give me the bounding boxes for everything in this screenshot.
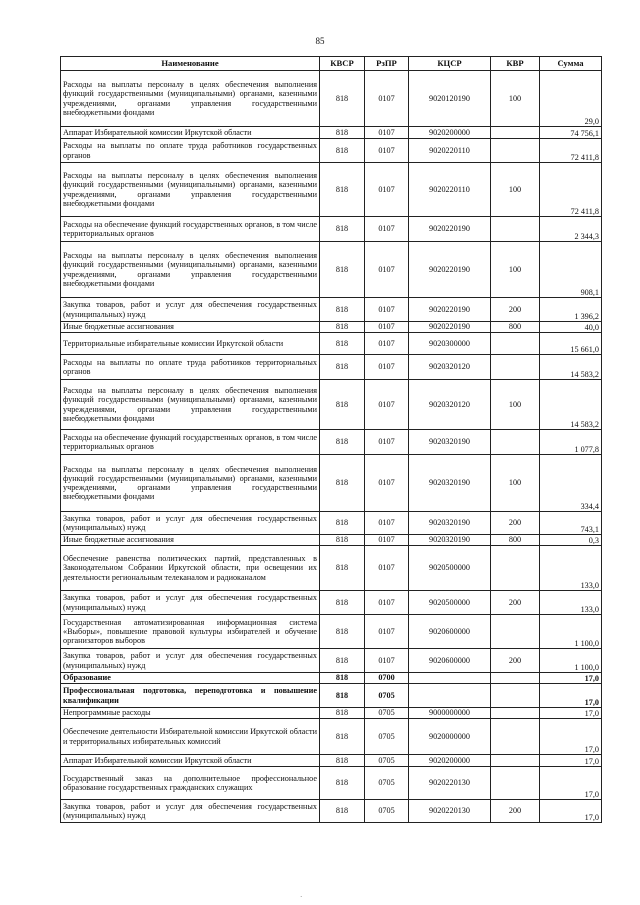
table-row	[61, 430, 602, 455]
cell-name: Образование	[61, 673, 320, 684]
cell-sum: 74 756,1	[540, 127, 602, 139]
cell-rpr: 0705	[365, 708, 409, 719]
table-row	[61, 217, 602, 242]
cell-sum: 72 411,8	[540, 163, 602, 217]
cell-rpr: 0107	[365, 217, 409, 242]
cell-name: Расходы на выплаты по оплате труда работников территориальных органов	[61, 355, 320, 380]
cell-name: Обеспечение равенства политических партий, представленных в Законодательном Собрании Иркутской области, при освещении их деятельности региональным телеканалом и радиоканалом	[61, 546, 320, 591]
table-row	[61, 455, 602, 512]
header-kcsr: КЦСР	[409, 57, 491, 71]
cell-name: Иные бюджетные ассигнования	[61, 322, 320, 333]
cell-kcsr: 9020320190	[409, 430, 491, 455]
cell-rpr: 0107	[365, 546, 409, 591]
cell-name: Расходы на выплаты персоналу в целях обеспечения выполнения функций государственными (муниципальными) органами, казенными учреждениями, органами управления государственными внебюджетными фондами	[61, 455, 320, 512]
cell-kvsr: 818	[320, 71, 365, 127]
cell-kvsr: 818	[320, 512, 365, 535]
table-row	[61, 298, 602, 322]
cell-name: Обеспечение деятельности Избирательной комиссии Иркутской области и территориальных избирательных комиссий	[61, 719, 320, 755]
cell-kvr	[491, 333, 540, 355]
table-row	[61, 767, 602, 800]
table-row	[61, 355, 602, 380]
cell-kvsr: 818	[320, 242, 365, 298]
cell-kcsr: 9020220190	[409, 298, 491, 322]
cell-kvr	[491, 546, 540, 591]
cell-kvr	[491, 127, 540, 139]
table-row	[61, 139, 602, 163]
cell-sum: 14 583,2	[540, 355, 602, 380]
cell-kvr	[491, 355, 540, 380]
cell-rpr: 0107	[365, 455, 409, 512]
cell-name: Расходы на выплаты персоналу в целях обеспечения выполнения функций государственными (муниципальными) органами, казенными учреждениями, органами управления государственными внебюджетными фондами	[61, 380, 320, 430]
cell-kcsr: 9020600000	[409, 649, 491, 673]
table-row	[61, 380, 602, 430]
table-row	[61, 719, 602, 755]
cell-sum: 14 583,2	[540, 380, 602, 430]
cell-kvr	[491, 708, 540, 719]
table-row	[61, 163, 602, 217]
page-number: 85	[315, 36, 325, 46]
cell-kvr	[491, 217, 540, 242]
table-row	[61, 242, 602, 298]
cell-rpr: 0107	[365, 298, 409, 322]
cell-kvr: 100	[491, 71, 540, 127]
cell-kvsr: 818	[320, 719, 365, 755]
cell-rpr: 0705	[365, 755, 409, 767]
header-kvr: КВР	[491, 57, 540, 71]
cell-kvr	[491, 684, 540, 708]
cell-name: Территориальные избирательные комиссии Иркутской области	[61, 333, 320, 355]
cell-kcsr: 9020320190	[409, 455, 491, 512]
cell-kvsr: 818	[320, 139, 365, 163]
cell-kcsr: 9020220110	[409, 163, 491, 217]
cell-rpr: 0705	[365, 719, 409, 755]
cell-name: Аппарат Избирательной комиссии Иркутской области	[61, 127, 320, 139]
cell-rpr: 0107	[365, 512, 409, 535]
cell-kvr: 100	[491, 455, 540, 512]
cell-kvsr: 818	[320, 800, 365, 823]
cell-kcsr	[409, 684, 491, 708]
cell-kvr: 100	[491, 380, 540, 430]
cell-kvsr: 818	[320, 767, 365, 800]
header-sum: Сумма	[540, 57, 602, 71]
header-kvsr: КВСР	[320, 57, 365, 71]
cell-kvr: 800	[491, 535, 540, 546]
cell-rpr: 0107	[365, 380, 409, 430]
cell-kvr	[491, 719, 540, 755]
cell-name: Закупка товаров, работ и услуг для обеспечения государственных (муниципальных) нужд	[61, 512, 320, 535]
cell-sum: 15 661,0	[540, 333, 602, 355]
cell-kvsr: 818	[320, 455, 365, 512]
budget-table	[60, 56, 602, 823]
cell-kvr	[491, 430, 540, 455]
cell-sum: 2 344,3	[540, 217, 602, 242]
cell-name: Расходы на выплаты персоналу в целях обеспечения выполнения функций государственными (муниципальными) органами, казенными учреждениями, органами управления государственными внебюджетными фондами	[61, 163, 320, 217]
table-row	[61, 800, 602, 823]
cell-name: Расходы на выплаты персоналу в целях обеспечения выполнения функций государственными (муниципальными) органами, казенными учреждениями, органами управления государственными внебюджетными фондами	[61, 242, 320, 298]
cell-kvsr: 818	[320, 755, 365, 767]
cell-name: Закупка товаров, работ и услуг для обеспечения государственных (муниципальных) нужд	[61, 649, 320, 673]
cell-name: Профессиональная подготовка, переподготовка и повышение квалификации	[61, 684, 320, 708]
cell-name: Расходы на обеспечение функций государственных органов, в том числе территориальных органов	[61, 217, 320, 242]
cell-kcsr: 9020220190	[409, 217, 491, 242]
cell-kcsr: 9020300000	[409, 333, 491, 355]
cell-kvsr: 818	[320, 333, 365, 355]
cell-sum: 1 100,0	[540, 615, 602, 649]
cell-sum: 17,0	[540, 767, 602, 800]
cell-kvr: 200	[491, 298, 540, 322]
cell-kvr: 200	[491, 591, 540, 615]
cell-sum: 0,3	[540, 535, 602, 546]
cell-sum: 1 077,8	[540, 430, 602, 455]
cell-kcsr: 9020600000	[409, 615, 491, 649]
cell-kvr	[491, 755, 540, 767]
table-row	[61, 546, 602, 591]
cell-kcsr: 9020320190	[409, 535, 491, 546]
cell-kvr: 800	[491, 322, 540, 333]
cell-kcsr: 9020220130	[409, 767, 491, 800]
cell-rpr: 0107	[365, 355, 409, 380]
cell-rpr: 0705	[365, 800, 409, 823]
cell-rpr: 0107	[365, 322, 409, 333]
cell-rpr: 0107	[365, 649, 409, 673]
cell-name: Расходы на выплаты по оплате труда работников государственных органов	[61, 139, 320, 163]
cell-kcsr: 9020220190	[409, 242, 491, 298]
table-row	[61, 322, 602, 333]
cell-sum: 17,0	[540, 800, 602, 823]
cell-sum: 17,0	[540, 755, 602, 767]
cell-kvr: 200	[491, 800, 540, 823]
cell-sum: 40,0	[540, 322, 602, 333]
table-row	[61, 71, 602, 127]
cell-kvsr: 818	[320, 430, 365, 455]
cell-name: Закупка товаров, работ и услуг для обеспечения государственных (муниципальных) нужд	[61, 298, 320, 322]
cell-kcsr: 9020200000	[409, 127, 491, 139]
cell-kvsr: 818	[320, 163, 365, 217]
cell-kvr: 200	[491, 512, 540, 535]
cell-rpr: 0107	[365, 535, 409, 546]
cell-kcsr: 9000000000	[409, 708, 491, 719]
table-row	[61, 649, 602, 673]
header-rpr: РзПР	[365, 57, 409, 71]
cell-sum: 133,0	[540, 591, 602, 615]
cell-kcsr: 9020320120	[409, 355, 491, 380]
cell-kvsr: 818	[320, 355, 365, 380]
cell-sum: 334,4	[540, 455, 602, 512]
cell-name: Аппарат Избирательной комиссии Иркутской области	[61, 755, 320, 767]
cell-kvr: 100	[491, 242, 540, 298]
table-row	[61, 615, 602, 649]
cell-kcsr: 9020220110	[409, 139, 491, 163]
cell-kvsr: 818	[320, 535, 365, 546]
cell-kvr: 200	[491, 649, 540, 673]
table-row	[61, 673, 602, 684]
table-header-row	[61, 57, 602, 71]
cell-rpr: 0107	[365, 591, 409, 615]
cell-rpr: 0705	[365, 767, 409, 800]
cell-kcsr: 9020000000	[409, 719, 491, 755]
cell-kvsr: 818	[320, 615, 365, 649]
cell-sum: 1 100,0	[540, 649, 602, 673]
cell-kvr	[491, 673, 540, 684]
table-row	[61, 535, 602, 546]
cell-name: Государственная автоматизированная информационная система «Выборы», повышение правовой культуры избирателей и обучение организаторов выборов	[61, 615, 320, 649]
cell-rpr: 0107	[365, 127, 409, 139]
cell-kvr	[491, 767, 540, 800]
table-row	[61, 591, 602, 615]
cell-rpr: 0107	[365, 71, 409, 127]
cell-name: Государственный заказ на дополнительное профессиональное образование государственных гражданских служащих	[61, 767, 320, 800]
cell-sum: 17,0	[540, 708, 602, 719]
cell-kcsr: 9020320190	[409, 512, 491, 535]
cell-sum: 17,0	[540, 684, 602, 708]
cell-sum: 17,0	[540, 673, 602, 684]
cell-rpr: 0107	[365, 139, 409, 163]
table-body	[61, 71, 602, 823]
cell-name: Расходы на обеспечение функций государственных органов, в том числе территориальных органов	[61, 430, 320, 455]
table-row	[61, 708, 602, 719]
header-name: Наименование	[61, 57, 320, 71]
cell-kcsr: 9020500000	[409, 546, 491, 591]
cell-rpr: 0107	[365, 333, 409, 355]
table-row	[61, 333, 602, 355]
table-row	[61, 512, 602, 535]
cell-kcsr: 9020320120	[409, 380, 491, 430]
cell-sum: 29,0	[540, 71, 602, 127]
table-row	[61, 127, 602, 139]
cell-kvsr: 818	[320, 591, 365, 615]
cell-kvsr: 818	[320, 684, 365, 708]
cell-sum: 133,0	[540, 546, 602, 591]
cell-kvsr: 818	[320, 127, 365, 139]
cell-sum: 908,1	[540, 242, 602, 298]
cell-sum: 72 411,8	[540, 139, 602, 163]
cell-name: Иные бюджетные ассигнования	[61, 535, 320, 546]
cell-kcsr: 9020120190	[409, 71, 491, 127]
cell-rpr: 0107	[365, 430, 409, 455]
cell-kvsr: 818	[320, 298, 365, 322]
cell-rpr: 0107	[365, 242, 409, 298]
cell-kvsr: 818	[320, 322, 365, 333]
cell-kvsr: 818	[320, 673, 365, 684]
cell-name: Закупка товаров, работ и услуг для обеспечения государственных (муниципальных) нужд	[61, 591, 320, 615]
cell-rpr: 0107	[365, 615, 409, 649]
table-row	[61, 684, 602, 708]
cell-name: Закупка товаров, работ и услуг для обеспечения государственных (муниципальных) нужд	[61, 800, 320, 823]
cell-kcsr: 9020220130	[409, 800, 491, 823]
cell-kvr	[491, 615, 540, 649]
cell-sum: 743,1	[540, 512, 602, 535]
cell-sum: 17,0	[540, 719, 602, 755]
cell-kvr: 100	[491, 163, 540, 217]
cell-name: Непрограммные расходы	[61, 708, 320, 719]
cell-kvsr: 818	[320, 708, 365, 719]
table-row	[61, 755, 602, 767]
cell-sum: 1 396,2	[540, 298, 602, 322]
cell-kvr	[491, 139, 540, 163]
cell-rpr: 0700	[365, 673, 409, 684]
cell-kvsr: 818	[320, 649, 365, 673]
cell-name: Расходы на выплаты персоналу в целях обеспечения выполнения функций государственными (муниципальными) органами, казенными учреждениями, органами управления государственными внебюджетными фондами	[61, 71, 320, 127]
cell-kvsr: 818	[320, 380, 365, 430]
cell-kcsr	[409, 673, 491, 684]
cell-kcsr: 9020500000	[409, 591, 491, 615]
cell-rpr: 0107	[365, 163, 409, 217]
cell-kvsr: 818	[320, 217, 365, 242]
cell-rpr: 0705	[365, 684, 409, 708]
scan-mark: ·	[300, 893, 303, 901]
cell-kvsr: 818	[320, 546, 365, 591]
cell-kcsr: 9020200000	[409, 755, 491, 767]
cell-kcsr: 9020220190	[409, 322, 491, 333]
